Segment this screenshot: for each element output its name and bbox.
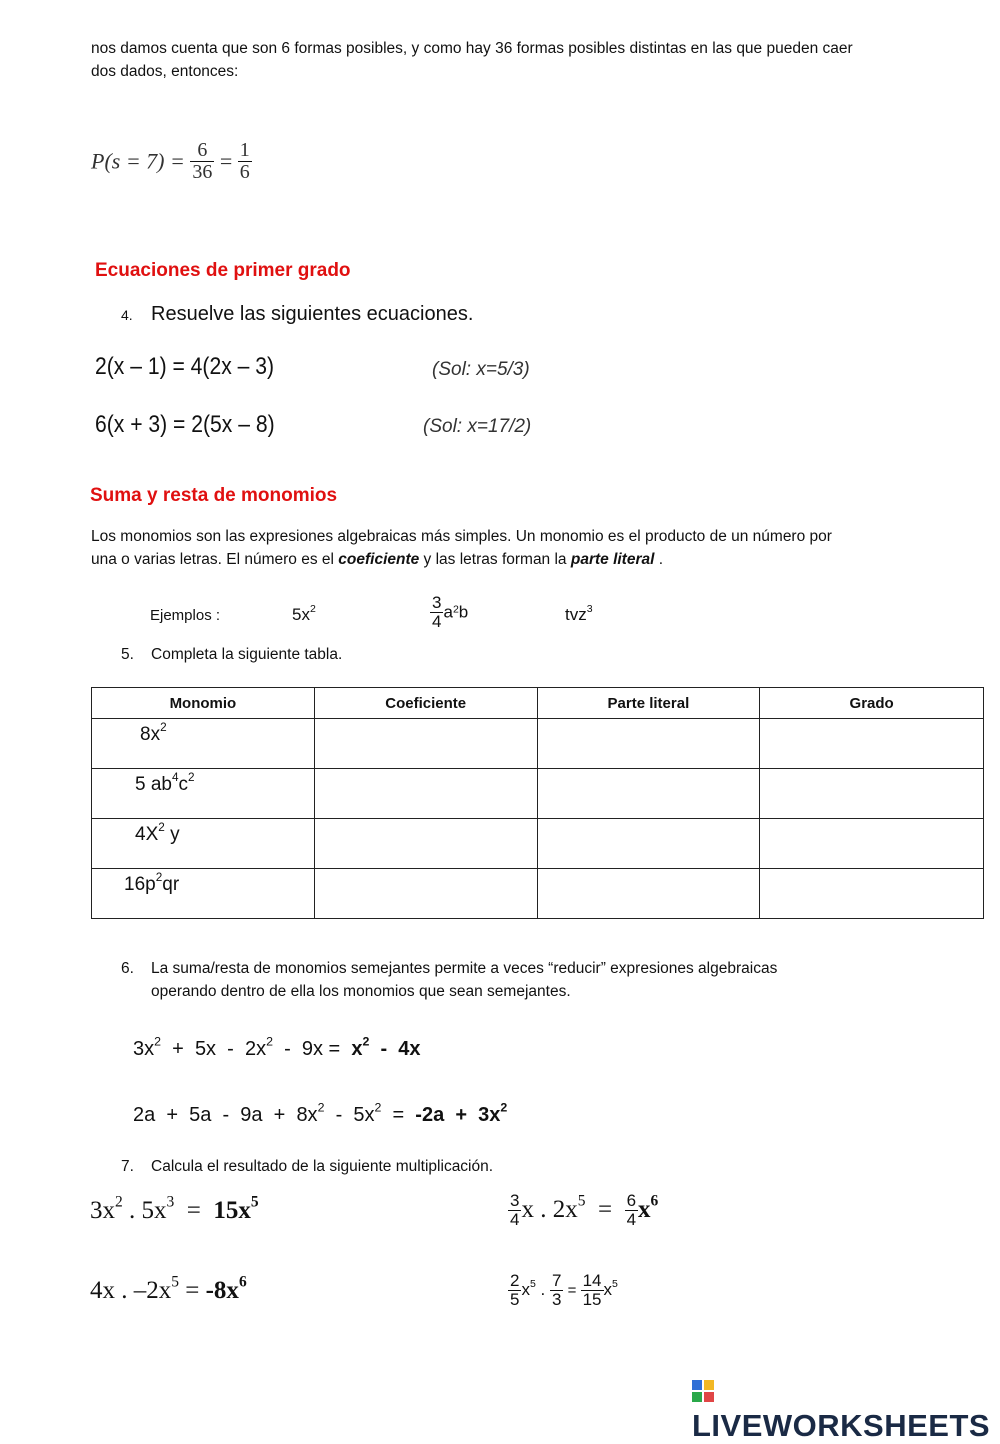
monomio-cell: $16p^2qr$	[92, 869, 315, 919]
equation-1-solution: (Sol: x=5/3)	[432, 359, 530, 380]
header-parte-literal: Parte literal	[537, 688, 760, 719]
task-6	[121, 957, 777, 1003]
multiplication-1: $3x^2$ . $5x^3 = 15x^5$	[90, 1193, 259, 1224]
equation-2: 6(x + 3) = 2(5x – 8)	[95, 411, 275, 438]
task-5-text: Completa la siguiente tabla.	[151, 646, 343, 663]
liveworksheets-logo	[692, 1372, 1000, 1444]
task-4	[121, 303, 473, 326]
example-1: $5x^2$	[292, 603, 316, 624]
monomios-paragraph	[91, 525, 971, 571]
multiplication-3: 4x . $-2x^5 = -8x^6$	[90, 1273, 247, 1304]
reduction-expression-1: $3x^2 + 5x - 2x^2 - 9x = x^2 - 4x$	[133, 1034, 421, 1060]
formula-equals: =	[219, 148, 233, 174]
monomio-cell: $8x^2$	[92, 719, 315, 769]
task-6-line-2: operando dentro de ella los monomios que sean semejantes.	[151, 983, 571, 1000]
header-coeficiente: Coeficiente	[314, 688, 537, 719]
formula-lhs: P(s = 7) =	[91, 148, 185, 174]
example-2: $\frac{3}{4}$ $a^2b$	[432, 593, 469, 631]
probability-formula	[91, 140, 252, 183]
parte-literal-answer-cell[interactable]	[537, 819, 760, 869]
task-5-number: 5.	[121, 646, 134, 663]
formula-fraction-1: $\frac{6}{36}$	[192, 139, 213, 183]
section-title-ecuaciones: Ecuaciones de primer grado	[95, 260, 351, 281]
table-header-row	[92, 688, 984, 719]
example-2-fraction: $\frac{3}{4}$	[432, 593, 442, 631]
equation-2-solution: (Sol: x=17/2)	[423, 416, 532, 437]
coeficiente-answer-cell[interactable]	[314, 719, 537, 769]
grado-answer-cell[interactable]	[760, 719, 984, 769]
equation-1: 2(x – 1) = 4(2x – 3)	[95, 353, 275, 380]
coeficiente-answer-cell[interactable]	[314, 769, 537, 819]
intro-paragraph	[91, 37, 971, 83]
task-4-text: Resuelve las siguientes ecuaciones.	[151, 303, 474, 325]
table-row	[92, 869, 984, 919]
monomios-line-2: una o varias letras. El número es el coeficiente y las letras forman la parte literal .	[91, 551, 664, 568]
intro-line-1: nos damos cuenta que son 6 formas posibles, y como hay 36 formas posibles distintas en las que pueden caer	[91, 40, 853, 57]
coeficiente-answer-cell[interactable]	[314, 869, 537, 919]
formula-fraction-2: $\frac{1}{6}$	[239, 139, 250, 183]
monomios-line-1: Los monomios son las expresiones algebraicas más simples. Un monomio es el producto de un número por	[91, 528, 832, 545]
liveworksheets-logo-icon	[692, 1374, 714, 1396]
reduction-expression-2: $2a + 5a - 9a + 8x^2 - 5x^2 = -2a + 3x^2$	[133, 1100, 508, 1126]
table-row	[92, 769, 984, 819]
task-7-number: 7.	[121, 1158, 134, 1175]
monomio-cell: 5 $ab^4c^2$	[92, 769, 315, 819]
example-3: tvz$^3$	[565, 603, 593, 624]
task-6-line-1: La suma/resta de monomios semejantes permite a veces “reducir” expresiones algebraicas	[151, 960, 778, 977]
table-row	[92, 719, 984, 769]
intro-line-2: dos dados, entonces:	[91, 63, 239, 80]
grado-answer-cell[interactable]	[760, 869, 984, 919]
liveworksheets-logo-text: LIVEWORKSHEETS	[692, 1408, 991, 1443]
task-5	[121, 643, 342, 666]
task-6-number: 6.	[121, 960, 134, 977]
parte-literal-answer-cell[interactable]	[537, 769, 760, 819]
term-coeficiente: coeficiente	[338, 551, 420, 568]
multiplication-2: $\frac{3}{4}$ x . $2x^5$ = $\frac{6}{4}$ $x^6$	[510, 1191, 659, 1229]
header-grado: Grado	[760, 688, 984, 719]
header-monomio: Monomio	[92, 688, 315, 719]
task-7-text: Calcula el resultado de la siguiente multiplicación.	[151, 1158, 494, 1175]
monomio-cell: $4X^2$ y	[92, 819, 315, 869]
examples-label: Ejemplos :	[150, 607, 221, 624]
table-row	[92, 819, 984, 869]
task-7	[121, 1155, 493, 1178]
coeficiente-answer-cell[interactable]	[314, 819, 537, 869]
parte-literal-answer-cell[interactable]	[537, 719, 760, 769]
term-parte-literal: parte literal	[570, 551, 655, 568]
section-title-monomios: Suma y resta de monomios	[90, 485, 338, 506]
monomios-table	[91, 687, 984, 919]
grado-answer-cell[interactable]	[760, 819, 984, 869]
grado-answer-cell[interactable]	[760, 769, 984, 819]
parte-literal-answer-cell[interactable]	[537, 869, 760, 919]
task-4-number: 4.	[121, 307, 133, 323]
multiplication-4: $\frac{2}{5}$ $x^5$ . $\frac{7}{3}$ = $\frac{14}{15}$ $x^5$	[510, 1271, 618, 1309]
